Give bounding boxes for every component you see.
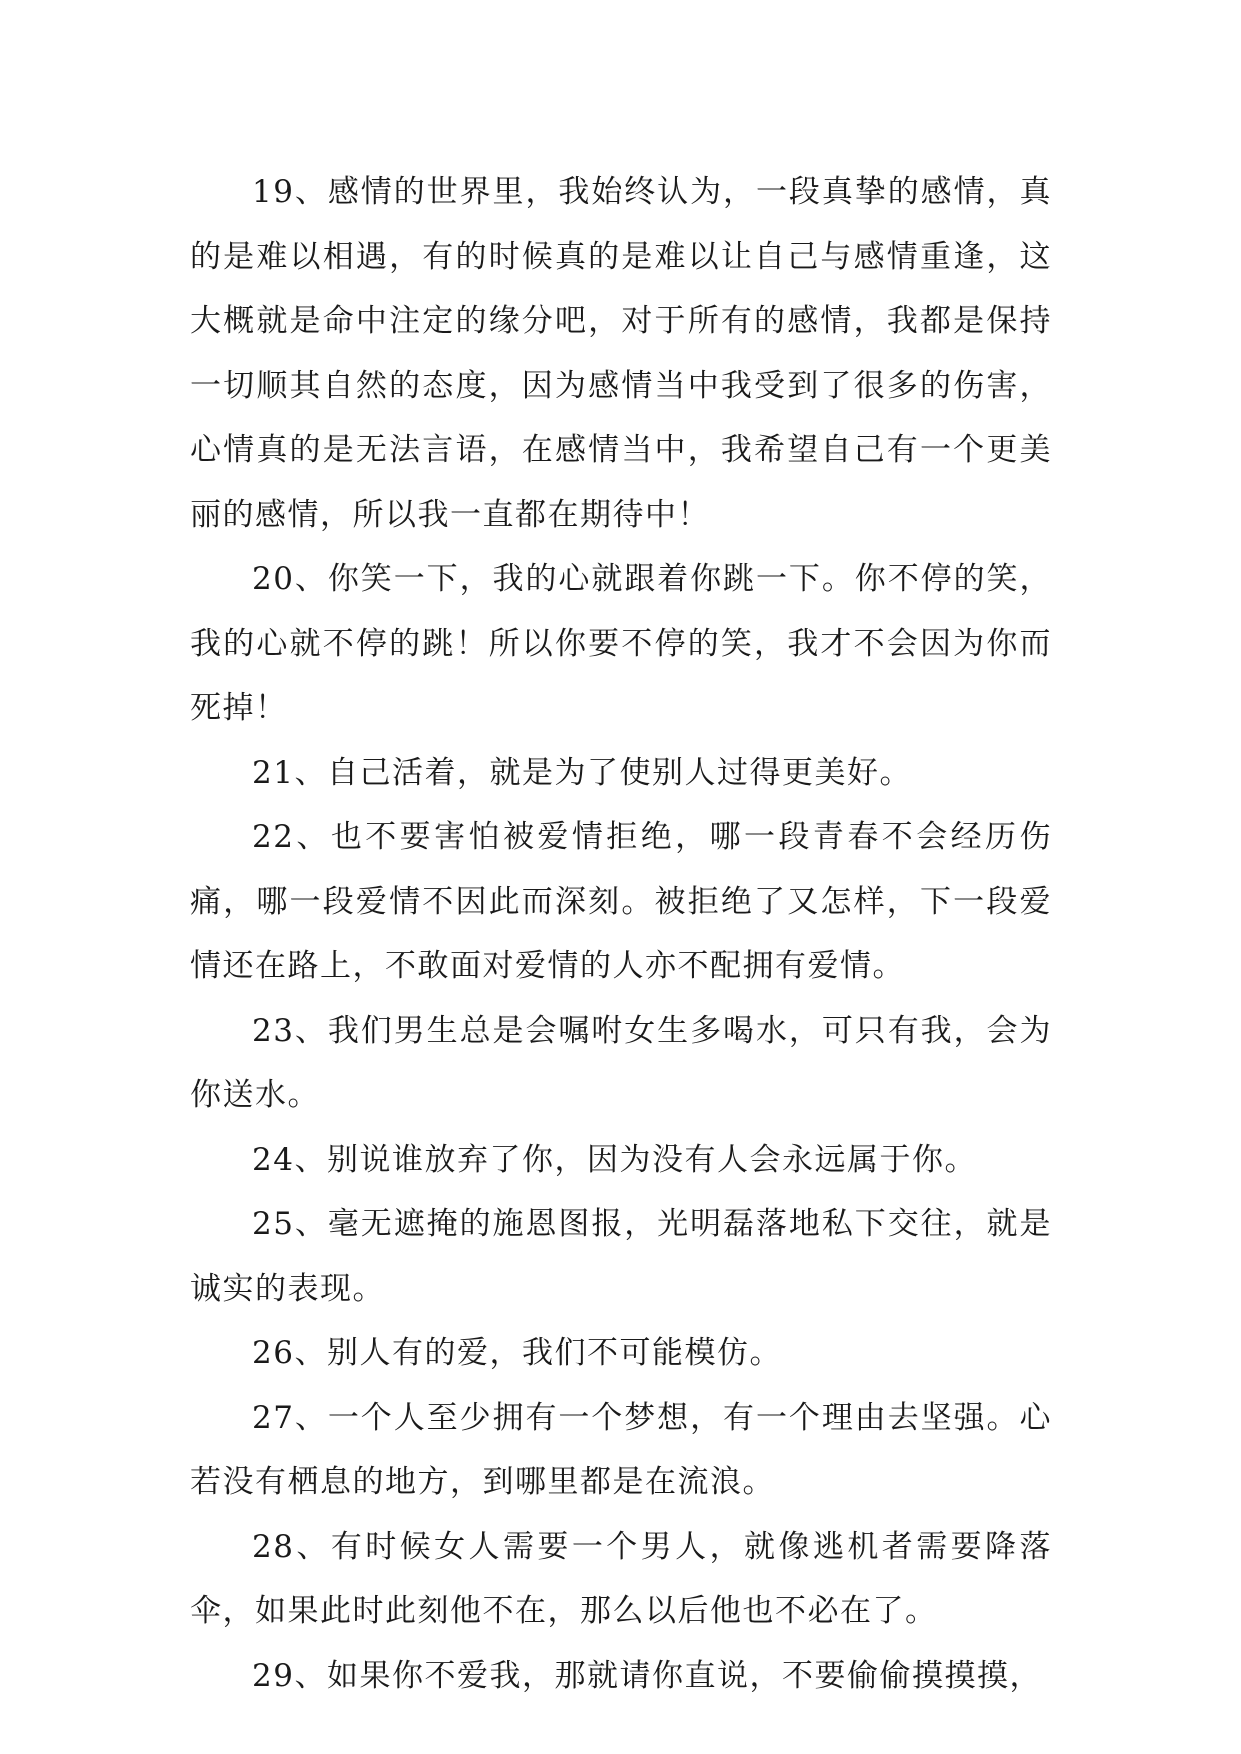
document-body xyxy=(190,160,1052,1708)
paragraph-25: 25、毫无遮掩的施恩图报，光明磊落地私下交往，就是诚实的表现。 xyxy=(190,1206,1052,1307)
paragraph-26: 26、别人有的爱，我们不可能模仿。 xyxy=(252,1335,782,1371)
paragraph-22: 22、也不要害怕被爱情拒绝，哪一段青春不会经历伤痛，哪一段爱情不因此而深刻。被拒绝了又怎样，下一段爱情还在路上，不敢面对爱情的人亦不配拥有爱情。 xyxy=(190,819,1052,984)
paragraph-24: 24、别说谁放弃了你，因为没有人会永远属于你。 xyxy=(252,1141,977,1178)
paragraph-21: 21、自己活着，就是为了使别人过得更美好。 xyxy=(252,754,912,791)
paragraph-28: 28、有时候女人需要一个男人，就像逃机者需要降落伞，如果此时此刻他不在，那么以后他也不必在了。 xyxy=(190,1528,1052,1629)
paragraph-19: 19、感情的世界里，我始终认为，一段真挚的感情，真的是难以相遇，有的时候真的是难以让自己与感情重逢，这大概就是命中注定的缘分吧，对于所有的感情，我都是保持一切顺其自然的态度，因为感情当中我受到了很多的伤害，心情真的是无法言语，在感情当中，我希望自己有一个更美丽的感情，所以我一直都在期待中！ xyxy=(190,174,1052,533)
paragraph-23: 23、我们男生总是会嘱咐女生多喝水，可只有我，会为你送水。 xyxy=(190,1012,1052,1113)
paragraph-29: 29、如果你不爱我，那就请你直说，不要偷偷摸摸摸， xyxy=(252,1657,1042,1694)
paragraph-27: 27、一个人至少拥有一个梦想，有一个理由去坚强。心若没有栖息的地方，到哪里都是在流浪。 xyxy=(190,1399,1052,1500)
paragraph-20: 20、你笑一下，我的心就跟着你跳一下。你不停的笑，我的心就不停的跳！所以你要不停的笑，我才不会因为你而死掉！ xyxy=(190,561,1052,726)
